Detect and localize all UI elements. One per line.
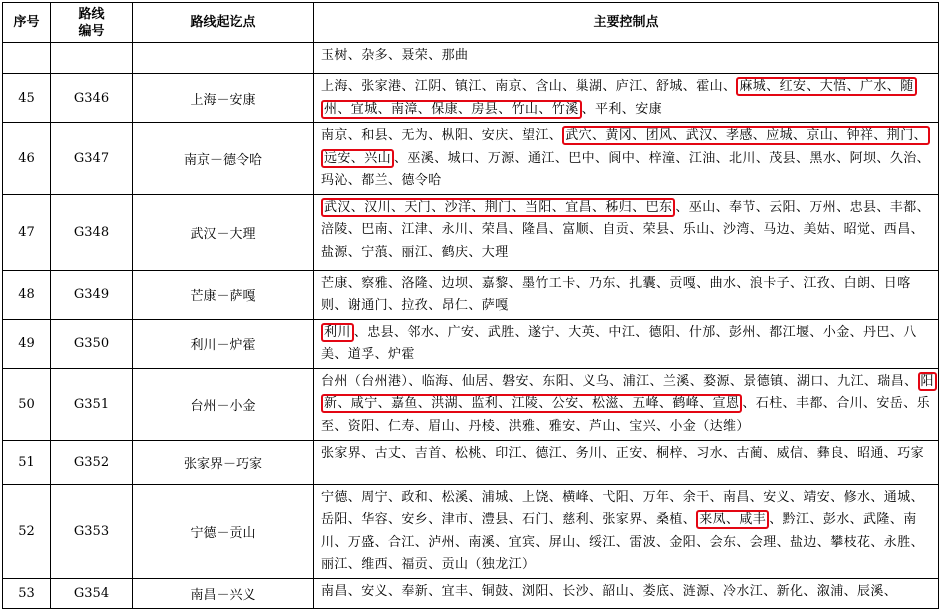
points-text: 玉树、杂多、聂荣、那曲 (321, 48, 469, 63)
points-text: 南昌、安义、奉新、宜丰、铜鼓、浏阳、长沙、韶山、娄底、涟源、冷水江、新化、溆浦、辰溪、 (321, 583, 898, 599)
table-row (3, 194, 939, 270)
highlighted-points: 阳新、咸宁、嘉鱼、洪湖、监利、江陵、公安、松滋、五峰、鹤峰、宣恩 (321, 372, 937, 414)
cell-points (314, 74, 939, 123)
cell-seq: 48 (3, 270, 51, 319)
cell-code (51, 43, 133, 74)
header-seq: 序号 (3, 3, 51, 43)
table-row (3, 270, 939, 319)
points-text: 南京、和县、无为、枞阳、安庆、望江、 (321, 128, 563, 143)
points-text: 上海、张家港、江阴、镇江、南京、含山、巢湖、庐江、舒城、霍山、 (321, 79, 737, 94)
table-row (3, 440, 939, 484)
table-row (3, 578, 939, 608)
points-text: 、平利、安康 (581, 101, 663, 117)
cell-seq: 52 (3, 484, 51, 578)
cell-points (314, 43, 939, 74)
table-row (3, 74, 939, 123)
continuation-row (3, 43, 939, 74)
points-text: 台州（台州港）、临海、仙居、磐安、东阳、义乌、浦江、兰溪、婺源、景德镇、湖口、九江、瑞昌、 (321, 373, 918, 389)
highlighted-points: 来凤、咸丰 (696, 510, 769, 529)
cell-endpoints: 上海－安康 (133, 74, 314, 123)
table-row (3, 123, 939, 195)
cell-code: G347 (51, 123, 133, 195)
cell-points (314, 319, 939, 368)
header-endpoints: 路线起讫点 (133, 3, 314, 43)
cell-seq: 45 (3, 74, 51, 123)
points-text: 、石柱、丰都、合川、安岳、乐至、资阳、仁寿、眉山、丹棱、洪雅、雅安、芦山、宝兴、小金（达维） (321, 396, 931, 434)
table-header (3, 3, 939, 43)
cell-code: G346 (51, 74, 133, 123)
cell-points (314, 484, 939, 578)
points-text: 、巫溪、城口、万源、通江、巴中、阆中、梓潼、江油、北川、茂县、黑水、阿坝、久治、玛沁、都兰、德令哈 (321, 150, 931, 188)
cell-endpoints: 南昌－兴义 (133, 578, 314, 608)
cell-endpoints: 宁德－贡山 (133, 484, 314, 578)
cell-points (314, 578, 939, 608)
cell-seq (3, 43, 51, 74)
table-body (3, 43, 939, 609)
cell-endpoints: 张家界－巧家 (133, 440, 314, 484)
cell-points (314, 194, 939, 270)
cell-seq: 46 (3, 123, 51, 195)
header-row (3, 3, 939, 43)
table-row (3, 319, 939, 368)
points-text: 宁德、周宁、政和、松溪、浦城、上饶、横峰、弋阳、万年、余干、南昌、安义、靖安、修水、通城、岳阳、华容、安乡、津市、澧县、石门、慈利、张家界、桑植、 (321, 489, 925, 527)
cell-code: G348 (51, 194, 133, 270)
cell-points (314, 270, 939, 319)
cell-endpoints: 台州－小金 (133, 368, 314, 440)
cell-seq: 50 (3, 368, 51, 440)
cell-points (314, 440, 939, 484)
points-text: 张家界、古丈、吉首、松桃、印江、德江、务川、正安、桐梓、习水、古蔺、威信、彝良、昭通、巧家 (321, 445, 925, 461)
cell-endpoints: 利川－炉霍 (133, 319, 314, 368)
cell-code: G352 (51, 440, 133, 484)
cell-points (314, 123, 939, 195)
highlighted-points: 武汉、汉川、天门、沙洋、荆门、当阳、宜昌、秭归、巴东 (321, 198, 675, 217)
cell-code: G349 (51, 270, 133, 319)
cell-seq: 49 (3, 319, 51, 368)
cell-points (314, 368, 939, 440)
cell-seq: 51 (3, 440, 51, 484)
points-text: 芒康、察雅、洛隆、边坝、嘉黎、墨竹工卡、乃东、扎囊、贡嘎、曲水、浪卡子、江孜、白朗、日喀则、谢通门、拉孜、昂仁、萨嘎 (321, 275, 911, 313)
routes-table (2, 2, 939, 609)
table-row (3, 484, 939, 578)
cell-endpoints: 南京－德令哈 (133, 123, 314, 195)
highlighted-points: 利川 (321, 323, 354, 342)
cell-endpoints: 芒康－萨嘎 (133, 270, 314, 319)
header-code: 路线 编号 (51, 3, 133, 43)
cell-endpoints: 武汉－大理 (133, 194, 314, 270)
points-text: 、黔江、彭水、武隆、南川、万盛、合江、泸州、南溪、宜宾、屏山、绥江、雷波、金阳、会东、会理、盐边、攀枝花、永胜、丽江、维西、福贡、贡山（独龙江） (321, 512, 925, 572)
cell-seq: 47 (3, 194, 51, 270)
cell-seq: 53 (3, 578, 51, 608)
header-points: 主要控制点 (314, 3, 939, 43)
cell-code: G353 (51, 484, 133, 578)
points-text: 、巫山、奉节、云阳、万州、忠县、丰都、涪陵、巴南、江津、永川、荣昌、隆昌、富顺、自贡、荣县、乐山、沙湾、马边、美姑、昭觉、西昌、盐源、宁蒗、丽江、鹤庆、大理 (321, 199, 931, 260)
table-row (3, 368, 939, 440)
cell-code: G351 (51, 368, 133, 440)
cell-endpoints (133, 43, 314, 74)
cell-code: G350 (51, 319, 133, 368)
highlighted-points: 麻城、红安、大悟、广水、随州、宜城、南漳、保康、房县、竹山、竹溪 (321, 77, 917, 119)
cell-code: G354 (51, 578, 133, 608)
points-text: 、忠县、邻水、广安、武胜、遂宁、大英、中江、德阳、什邡、彭州、都江堰、小金、丹巴、八美、道孚、炉霍 (321, 324, 917, 362)
highlighted-points: 武穴、黄冈、团风、武汉、孝感、应城、京山、钟祥、荆门、远安、兴山 (321, 126, 930, 168)
